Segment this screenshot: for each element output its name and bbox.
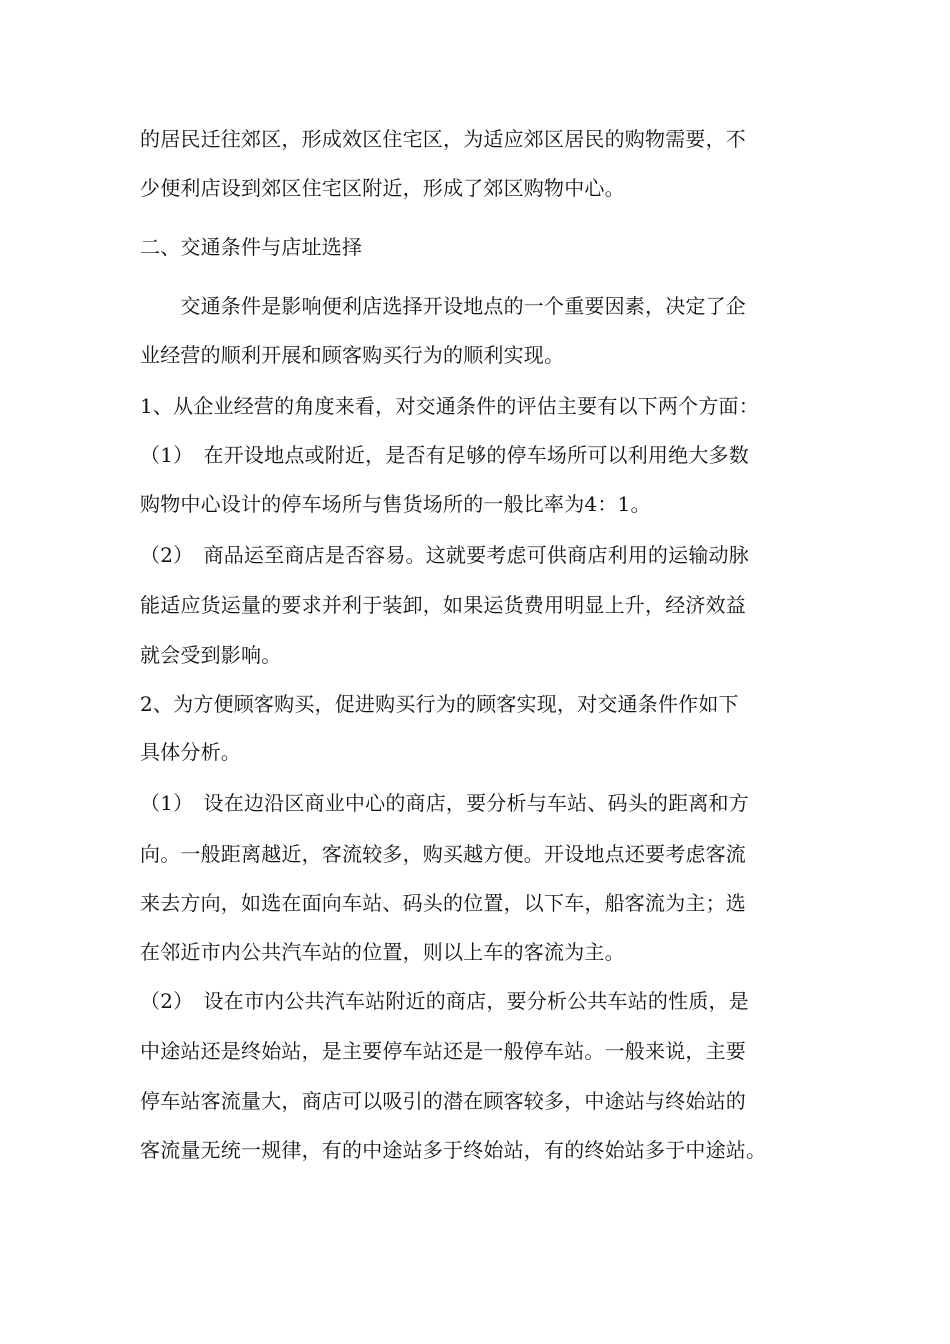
text-line-19: 中途站还是终始站，是主要停车站还是一般停车站。一般来说，主要 <box>140 1039 746 1063</box>
text-line-7: （1） 在开设地点或附近，是否有足够的停车场所可以利用绝大多数 <box>140 443 749 467</box>
text-line-13: 具体分析。 <box>140 740 241 764</box>
text-line-18: （2） 设在市内公共汽车站附近的商店，要分析公共车站的性质，是 <box>140 989 749 1013</box>
text-line-5: 业经营的顺利开展和顾客购买行为的顺利实现。 <box>140 343 565 367</box>
text-line-16: 来去方向，如选在面向车站、码头的位置，以下车，船客流为主；选 <box>140 891 746 915</box>
text-line-11: 就会受到影响。 <box>140 643 282 667</box>
text-line-10: 能适应货运量的要求并利于装卸，如果运货费用明显上升，经济效益 <box>140 593 746 617</box>
text-line-2: 少便利店设到郊区住宅区附近，形成了郊区购物中心。 <box>140 176 625 200</box>
text-line-21: 客流量无统一规律，有的中途站多于终始站，有的终始站多于中途站。 <box>140 1138 767 1162</box>
text-line-6: 1、从企业经营的角度来看，对交通条件的评估主要有以下两个方面： <box>140 394 759 418</box>
text-line-8: 购物中心设计的停车场所与售货场所的一般比率为4：1。 <box>140 492 651 516</box>
text-line-20: 停车站客流量大，商店可以吸引的潜在顾客较多，中途站与终始站的 <box>140 1089 746 1113</box>
text-line-15: 向。一般距离越近，客流较多，购买越方便。开设地点还要考虑客流 <box>140 842 746 866</box>
text-line-4: 交通条件是影响便利店选择开设地点的一个重要因素，决定了企 <box>140 294 746 318</box>
text-line-17: 在邻近市内公共汽车站的位置，则以上车的客流为主。 <box>140 940 625 964</box>
text-line-14: （1） 设在边沿区商业中心的商店，要分析与车站、码头的距离和方 <box>140 791 749 815</box>
text-line-9: （2） 商品运至商店是否容易。这就要考虑可供商店利用的运输动脉 <box>140 543 749 567</box>
section-heading: 二、交通条件与店址选择 <box>140 235 363 259</box>
text-line-12: 2、为方便顾客购买，促进购买行为的顾客实现，对交通条件作如下 <box>140 692 739 716</box>
text-line-1: 的居民迁往郊区，形成效区住宅区，为适应郊区居民的购物需要，不 <box>140 127 746 151</box>
